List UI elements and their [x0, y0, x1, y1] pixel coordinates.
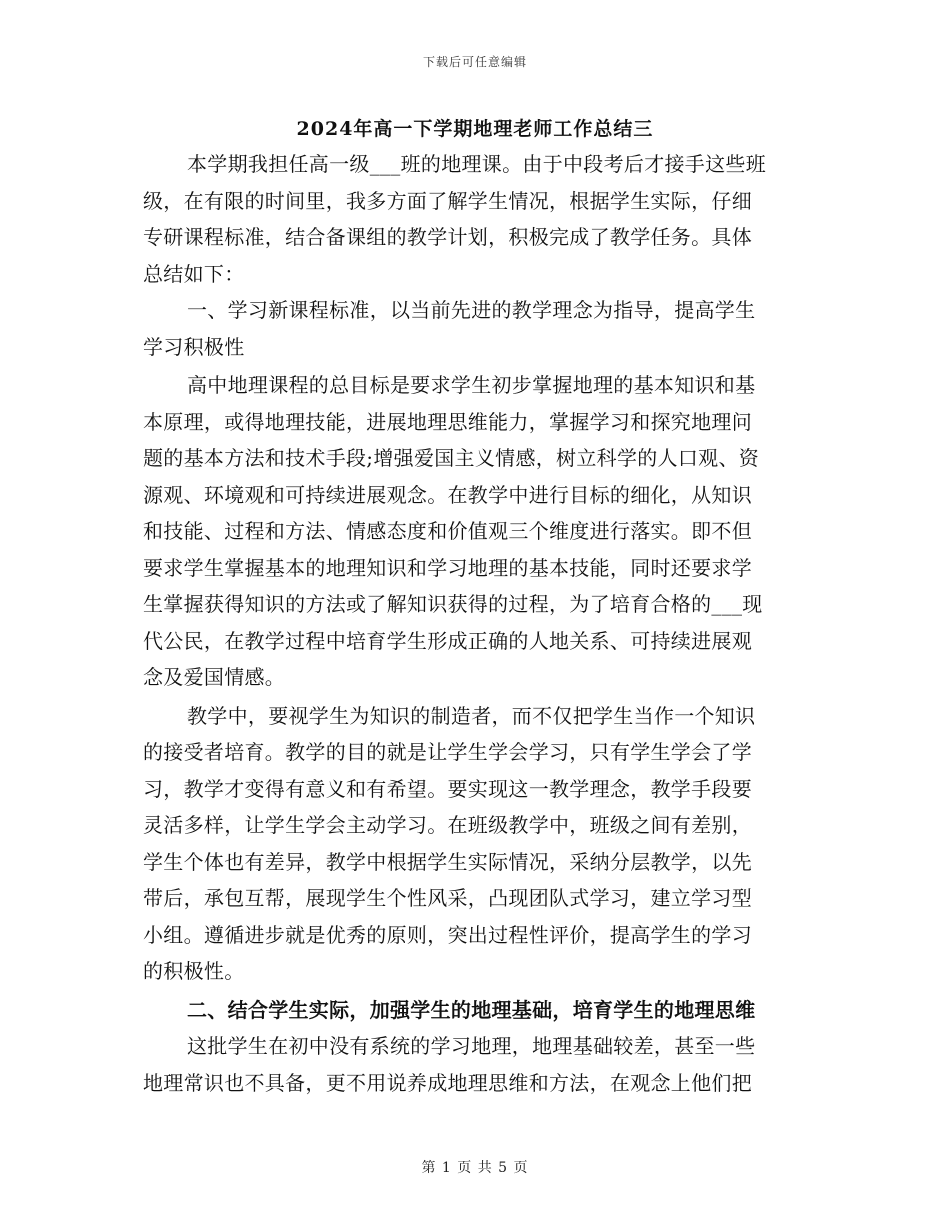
paragraph-line: 专研课程标准，结合备课组的教学计划，积极完成了教学任务。具体 — [143, 225, 752, 249]
paragraph-line: 一、学习新课程标准，以当前先进的教学理念为指导，提高学生 — [187, 298, 756, 322]
paragraph-line: 地理常识也不具备，更不用说养成地理思维和方法，在观念上他们把 — [143, 1070, 752, 1095]
paragraph-line: 本原理，或得地理技能，进展地理思维能力，掌握学习和探究地理问 — [143, 409, 752, 434]
paragraph-line: 习，教学才变得有意义和有希望。要实现这一教学理念，教学手段要 — [143, 776, 752, 801]
paragraph-line: 级，在有限的时间里，我多方面了解学生情况，根据学生实际，仔细 — [143, 188, 752, 213]
paragraph-line: 和技能、过程和方法、情感态度和价值观三个维度进行落实。即不但 — [143, 519, 752, 543]
paragraph-line: 题的基本方法和技术手段;增强爱国主义情感，树立科学的人口观、资 — [143, 446, 760, 470]
paragraph-line: 总结如下： — [143, 261, 245, 286]
paragraph-line: 灵活多样，让学生学会主动学习。在班级教学中，班级之间有差别， — [143, 813, 752, 837]
paragraph-line: 要求学生掌握基本的地理知识和学习地理的基本技能，同时还要求学 — [143, 555, 752, 580]
paragraph-line: 高中地理课程的总目标是要求学生初步掌握地理的基本知识和基 — [187, 373, 756, 397]
paragraph-line: 带后，承包互帮，展现学生个性风采，凸现团队式学习，建立学习型 — [143, 886, 752, 910]
paragraph-line: 源观、环境观和可持续进展观念。在教学中进行目标的细化，从知识 — [143, 482, 752, 507]
page-footer-number: 第 1 页 共 5 页 — [421, 1160, 529, 1176]
paragraph-line: 这批学生在初中没有系统的学习地理，地理基础较差，甚至一些 — [187, 1034, 756, 1058]
paragraph-line: 代公民，在教学过程中培育学生形成正确的人地关系、可持续进展观 — [143, 628, 752, 653]
document-body — [143, 146, 808, 1101]
paragraph-line: 生掌握获得知识的方法或了解知识获得的过程，为了培育合格的___现 — [143, 592, 763, 616]
page-header-note: 下载后可任意编辑 — [422, 55, 527, 69]
section-heading-line: 二、结合学生实际，加强学生的地理基础，培育学生的地理思维 — [187, 997, 756, 1022]
document-title: 2024年高一下学期地理老师工作总结三 — [296, 118, 654, 140]
paragraph-line: 的积极性。 — [143, 959, 245, 983]
paragraph-line: 的接受者培育。教学的目的就是让学生学会学习，只有学生学会了学 — [143, 740, 752, 764]
paragraph-line: 念及爱国情感。 — [143, 665, 286, 689]
paragraph-line: 教学中，要视学生为知识的制造者，而不仅把学生当作一个知识 — [187, 703, 756, 728]
paragraph-line: 本学期我担任高一级___班的地理课。由于中段考后才接手这些班 — [187, 152, 766, 176]
paragraph-line: 学习积极性 — [143, 334, 245, 359]
paragraph-line: 学生个体也有差异，教学中根据学生实际情况，采纳分层教学，以先 — [143, 849, 752, 874]
paragraph-line: 小组。遵循进步就是优秀的原则，突出过程性评价，提高学生的学习 — [143, 922, 752, 947]
